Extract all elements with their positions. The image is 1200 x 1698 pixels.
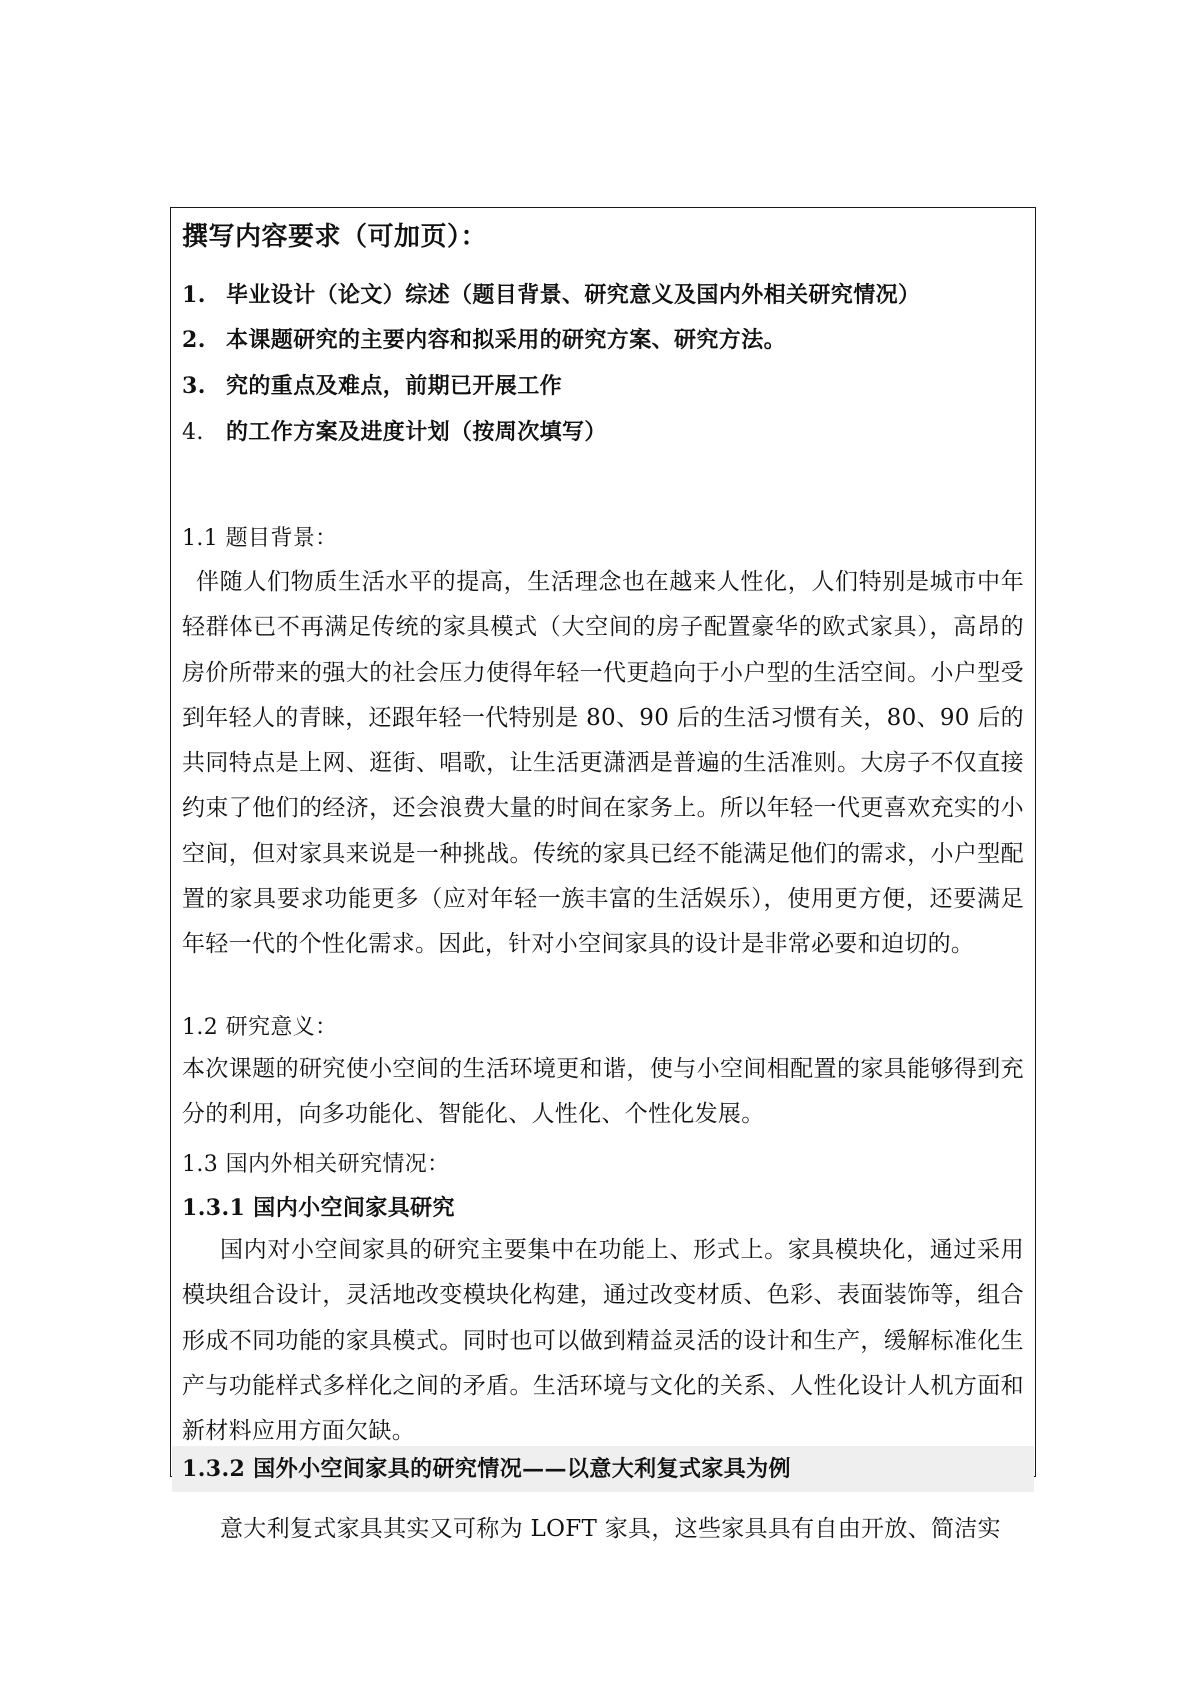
requirement-number: 2. xyxy=(182,327,206,353)
requirement-text: 本课题研究的主要内容和拟采用的研究方案、研究方法。 xyxy=(226,327,787,353)
requirement-number: 1. xyxy=(182,282,206,308)
requirement-number: 3. xyxy=(182,373,206,399)
requirement-item-2 xyxy=(182,325,786,356)
requirement-text: 的工作方案及进度计划（按周次填写） xyxy=(226,419,607,445)
page-title: 撰写内容要求（可加页）： xyxy=(182,222,488,252)
section-1-3-2-body: 意大利复式家具其实又可称为 LOFT 家具，这些家具具有自由开放、简洁实 xyxy=(220,1516,1001,1542)
section-1-3-1-body: 国内对小空间家具的研究主要集中在功能上、形式上。家具模块化，通过采用模块组合设计，灵活地改变模块化构建，通过改变材质、色彩、表面装饰等，组合形成不同功能的家具模式。同时也可以做到精益灵活的设计和生产，缓解标准化生产与功能样式多样化之间的矛盾。生活环境与文化的关系、人性化设计人机方面和新材料应用方面欠缺。 xyxy=(182,1237,1024,1445)
section-1-2-body: 本次课题的研究使小空间的生活环境更和谐，使与小空间相配置的家具能够得到充分的利用，向多功能化、智能化、人性化、个性化发展。 xyxy=(182,1056,1024,1128)
section-1-2-heading: 1.2 研究意义： xyxy=(182,1015,338,1040)
section-1-3-heading: 1.3 国内外相关研究情况： xyxy=(182,1152,450,1177)
requirement-text: 究的重点及难点，前期已开展工作 xyxy=(226,373,563,399)
section-1-3-1-heading: 1.3.1 国内小空间家具研究 xyxy=(182,1195,455,1221)
requirement-number: 4. xyxy=(182,420,204,445)
requirement-text: 毕业设计（论文）综述（题目背景、研究意义及国内外相关研究情况） xyxy=(226,282,921,308)
section-1-1-body: 伴随人们物质生活水平的提高，生活理念也在越来人性化，人们特别是城市中年轻群体已不再满足传统的家具模式（大空间的房子配置豪华的欧式家具），高昂的房价所带来的强大的社会压力使得年轻一代更趋向于小户型的生活空间。小户型受到年轻人的青睐，还跟年轻一代特别是 80、90 后的生活习惯有关，80、90 后的共同特点是上网、逛街、唱歌，让生活更潇洒是普遍的生活准则。大房子不仅直接约束了他们的经济，还会浪费大量的时间在家务上。所以年轻一代更喜欢充实的小空间，但对家具来说是一种挑战。传统的家具已经不能满足他们的需求，小户型配置的家具要求功能更多（应对年轻一族丰富的生活娱乐），使用更方便，还要满足年轻一代的个性化需求。因此，针对小空间家具的设计是非常必要和迫切的。 xyxy=(182,569,1024,958)
requirement-item-3 xyxy=(182,371,562,402)
requirement-item-4 xyxy=(182,417,607,448)
section-1-1-heading: 1.1 题目背景： xyxy=(182,526,338,551)
section-1-3-2-heading: 1.3.2 国外小空间家具的研究情况——以意大利复式家具为例 xyxy=(182,1456,791,1482)
requirement-item-1 xyxy=(182,280,920,311)
